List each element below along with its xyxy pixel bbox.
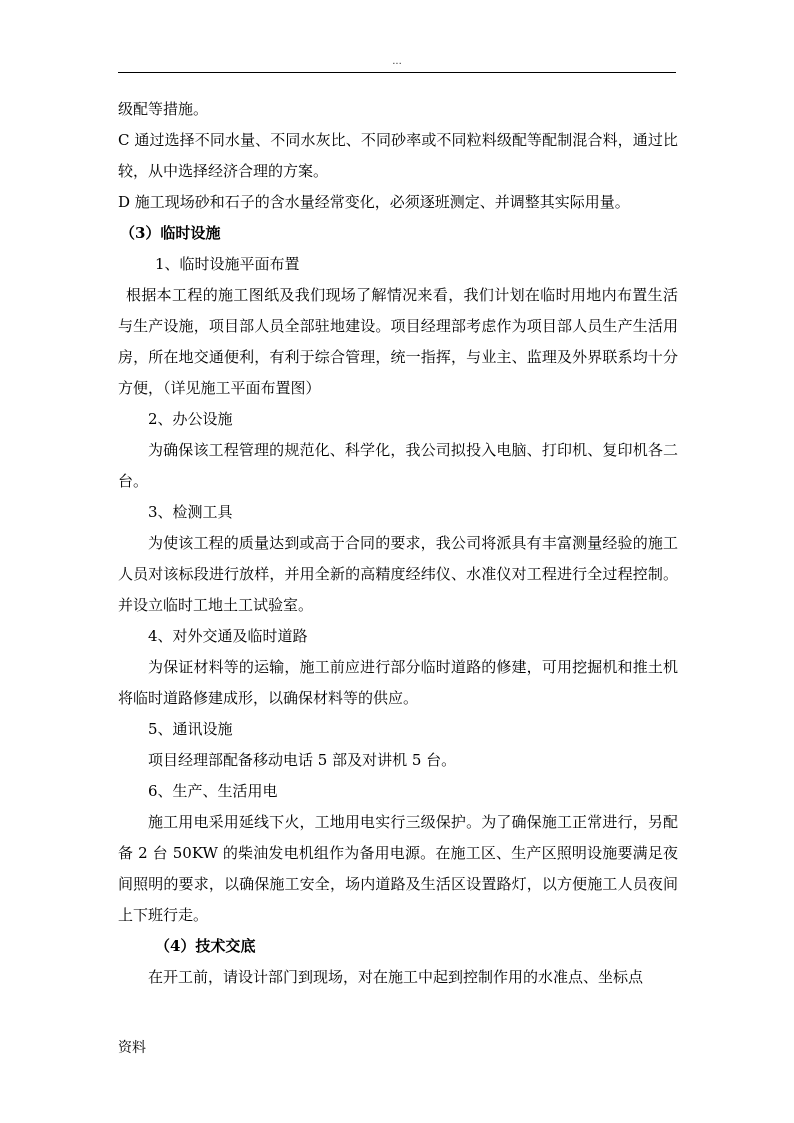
sub-title: 5、通讯设施 — [148, 720, 233, 738]
section-title: （4）技术交底 — [155, 937, 256, 955]
paragraph: 为确保该工程管理的规范化、科学化，我公司拟投入电脑、打印机、复印机各二台。 — [118, 441, 678, 490]
document-body — [118, 94, 678, 993]
paragraph: 级配等措施。 — [118, 100, 209, 118]
header-mark: ... — [392, 56, 402, 67]
footer-mark: 资料 — [118, 1040, 146, 1056]
sub-title: 4、对外交通及临时道路 — [148, 627, 308, 645]
paragraph: 施工用电采用延线下火，工地用电实行三级保护。为了确保施工正常进行，另配备 2 台 50KW 的柴油发电机组作为备用电源。在施工区、生产区照明设施要满足夜间照明的要求，以确保施工安全，场内道路及生活区设置路灯，以方便施工人员夜间上下班行走。 — [118, 813, 678, 924]
sub-title: 6、生产、生活用电 — [148, 782, 278, 800]
paragraph: 为保证材料等的运输，施工前应进行部分临时道路的修建，可用挖掘机和推土机将临时道路修建成形，以确保材料等的供应。 — [118, 658, 678, 707]
paragraph: 根据本工程的施工图纸及我们现场了解情况来看，我们计划在临时用地内布置生活与生产设施，项目部人员全部驻地建设。项目经理部考虑作为项目部人员生产生活用房，所在地交通便利，有利于综合管理，统一指挥，与业主、监理及外界联系均十分方便，（详见施工平面布置图） — [118, 286, 678, 397]
sub-title: 1、临时设施平面布置 — [155, 255, 300, 273]
paragraph: 为使该工程的质量达到或高于合同的要求，我公司将派具有丰富测量经验的施工人员对该标段进行放样，并用全新的高精度经纬仪、水准仪对工程进行全过程控制。并设立临时工地土工试验室。 — [118, 534, 678, 614]
paragraph: 在开工前，请设计部门到现场，对在施工中起到控制作用的水准点、坐标点 — [148, 968, 644, 986]
paragraph: 项目经理部配备移动电话 5 部及对讲机 5 台。 — [148, 751, 457, 769]
paragraph: C 通过选择不同水量、不同水灰比、不同砂率或不同粒料级配等配制混合料，通过比较，从中选择经济合理的方案。 — [118, 131, 678, 180]
sub-title: 2、办公设施 — [148, 410, 233, 428]
sub-title: 3、检测工具 — [148, 503, 233, 521]
paragraph: D 施工现场砂和石子的含水量经常变化，必须逐班测定、并调整其实际用量。 — [118, 193, 630, 211]
section-title: （3）临时设施 — [120, 224, 221, 242]
header-rule — [118, 72, 676, 73]
